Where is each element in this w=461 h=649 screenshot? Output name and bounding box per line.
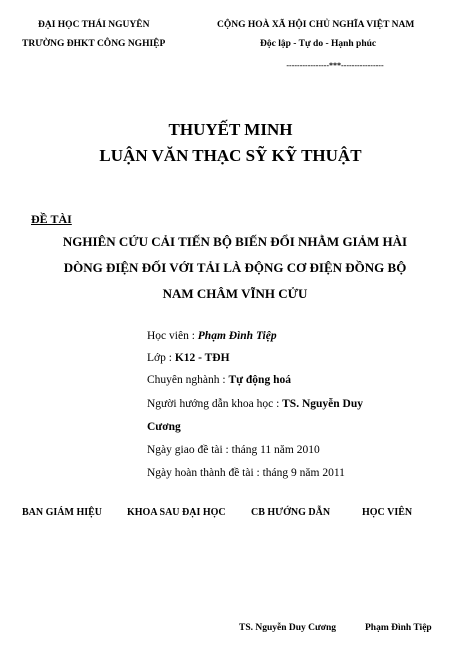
- topic-label: ĐỀ TÀI: [31, 212, 72, 226]
- national-motto: Độc lập - Tự do - Hạnh phúc: [260, 39, 377, 49]
- signature-board: BAN GIÁM HIỆU: [22, 507, 103, 518]
- advisor-label: Người hướng dẫn khoa học :: [147, 398, 283, 410]
- major-label: Chuyên nghành :: [147, 374, 229, 386]
- class-label: Lớp :: [147, 352, 175, 364]
- assigned-row: [147, 444, 320, 456]
- completed-row: [147, 467, 345, 479]
- student-row: [147, 330, 277, 342]
- major-value: Tự động hoá: [228, 374, 291, 386]
- advisor-row: [147, 398, 363, 410]
- document-title: THUYẾT MINH: [168, 120, 293, 139]
- student-value: Phạm Đình Tiệp: [197, 330, 277, 342]
- completed-label: Ngày hoàn thành đề tài :: [147, 467, 263, 479]
- header-divider: ----------------***----------------: [286, 61, 384, 70]
- class-value: K12 - TĐH: [174, 352, 230, 364]
- assigned-value: tháng 11 năm 2010: [231, 444, 320, 456]
- major-row: [147, 374, 291, 386]
- student-label: Học viên :: [147, 330, 198, 342]
- signature-advisor: CB HƯỚNG DẪN: [251, 507, 331, 518]
- class-row: [147, 352, 230, 364]
- university-name: ĐẠI HỌC THÁI NGUYÊN: [38, 20, 150, 30]
- topic-line-2: DÒNG ĐIỆN ĐỐI VỚI TẢI LÀ ĐỘNG CƠ ĐIỆN ĐỒNG BỘ: [63, 260, 407, 275]
- signature-student: HỌC VIÊN: [362, 507, 413, 518]
- advisor-value-cont: Cương: [147, 421, 181, 433]
- topic-line-3: NAM CHÂM VĨNH CỬU: [162, 286, 308, 301]
- student-name: Phạm Đình Tiệp: [365, 623, 432, 633]
- document-subtitle: LUẬN VĂN THẠC SỸ KỸ THUẬT: [99, 146, 362, 165]
- assigned-label: Ngày giao đề tài :: [147, 444, 232, 456]
- topic-line-1: NGHIÊN CỨU CẢI TIẾN BỘ BIẾN ĐỔI NHẰM GIẢM HÀI: [62, 234, 408, 249]
- completed-value: tháng 9 năm 2011: [262, 467, 345, 479]
- school-name: TRƯỜNG ĐHKT CÔNG NGHIỆP: [22, 39, 166, 49]
- advisor-value: TS. Nguyễn Duy: [282, 398, 363, 410]
- advisor-name: TS. Nguyễn Duy Cương: [239, 623, 337, 633]
- signature-faculty: KHOA SAU ĐẠI HỌC: [127, 507, 226, 518]
- country-name: CỘNG HOÀ XÃ HỘI CHỦ NGHĨA VIỆT NAM: [217, 20, 415, 30]
